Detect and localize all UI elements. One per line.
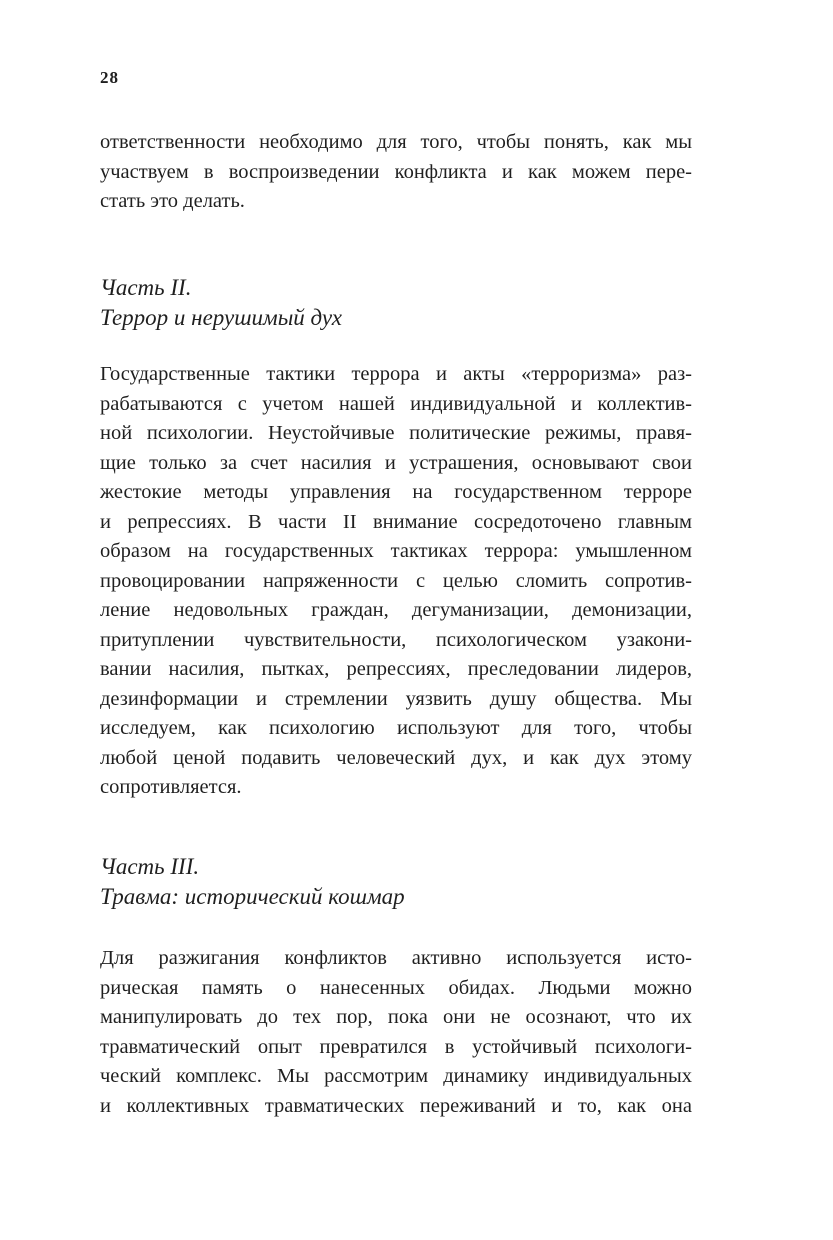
part-3-label: Часть III. bbox=[100, 854, 200, 879]
page-number: 28 bbox=[100, 68, 119, 87]
part-3-paragraph bbox=[100, 944, 692, 1121]
text-line: образом на государственных тактиках террора: умышленном bbox=[100, 540, 692, 562]
text-line: дезинформации и стремлении уязвить душу общества. Мы bbox=[100, 687, 692, 710]
text-line: ление недовольных граждан, дегуманизации, демонизации, bbox=[100, 599, 692, 621]
part-2-paragraph bbox=[100, 360, 692, 803]
text-line: стать это делать. bbox=[100, 190, 245, 212]
text-line: рабатываются с учетом нашей индивидуальной и коллектив- bbox=[100, 392, 692, 415]
text-line: и коллективных травматических переживаний и то, как она bbox=[100, 1094, 692, 1117]
text-line: щие только за счет насилия и устрашения, основывают свои bbox=[100, 451, 692, 474]
text-line: любой ценой подавить человеческий дух, и как дух этому bbox=[100, 746, 692, 769]
text-line: ответственности необходимо для того, чтобы понять, как мы bbox=[100, 131, 692, 153]
text-line: рическая память о нанесенных обидах. Людьми можно bbox=[100, 976, 692, 999]
intro-paragraph bbox=[100, 128, 692, 217]
text-line: ной психологии. Неустойчивые политические режимы, правя- bbox=[100, 422, 692, 444]
text-line: сопротивляется. bbox=[100, 776, 242, 798]
part-3-heading bbox=[100, 852, 405, 912]
part-2-title: Террор и нерушимый дух bbox=[100, 305, 343, 330]
text-line: вании насилия, пытках, репрессиях, преследовании лидеров, bbox=[100, 658, 692, 680]
text-line: участвуем в воспроизведении конфликта и как можем пере- bbox=[100, 160, 692, 183]
text-line: притуплении чувствительности, психологическом узакони- bbox=[100, 628, 692, 651]
part-2-label: Часть II. bbox=[100, 275, 192, 300]
text-line: ческий комплекс. Мы рассмотрим динамику индивидуальных bbox=[100, 1065, 692, 1087]
part-3-title: Травма: исторический кошмар bbox=[100, 884, 405, 909]
text-line: и репрессиях. В части II внимание сосредоточено главным bbox=[100, 510, 692, 533]
text-line: Государственные тактики террора и акты «терроризма» раз- bbox=[100, 363, 692, 385]
text-line: исследуем, как психологию используют для того, чтобы bbox=[100, 717, 692, 739]
text-line: травматический опыт превратился в устойчивый психологи- bbox=[100, 1035, 692, 1058]
text-line: манипулировать до тех пор, пока они не осознают, что их bbox=[100, 1006, 692, 1028]
text-line: провоцировании напряженности с целью сломить сопротив- bbox=[100, 569, 692, 592]
part-2-heading bbox=[100, 273, 342, 333]
text-line: Для разжигания конфликтов активно используется исто- bbox=[100, 947, 692, 969]
text-line: жестокие методы управления на государственном терроре bbox=[100, 481, 692, 503]
